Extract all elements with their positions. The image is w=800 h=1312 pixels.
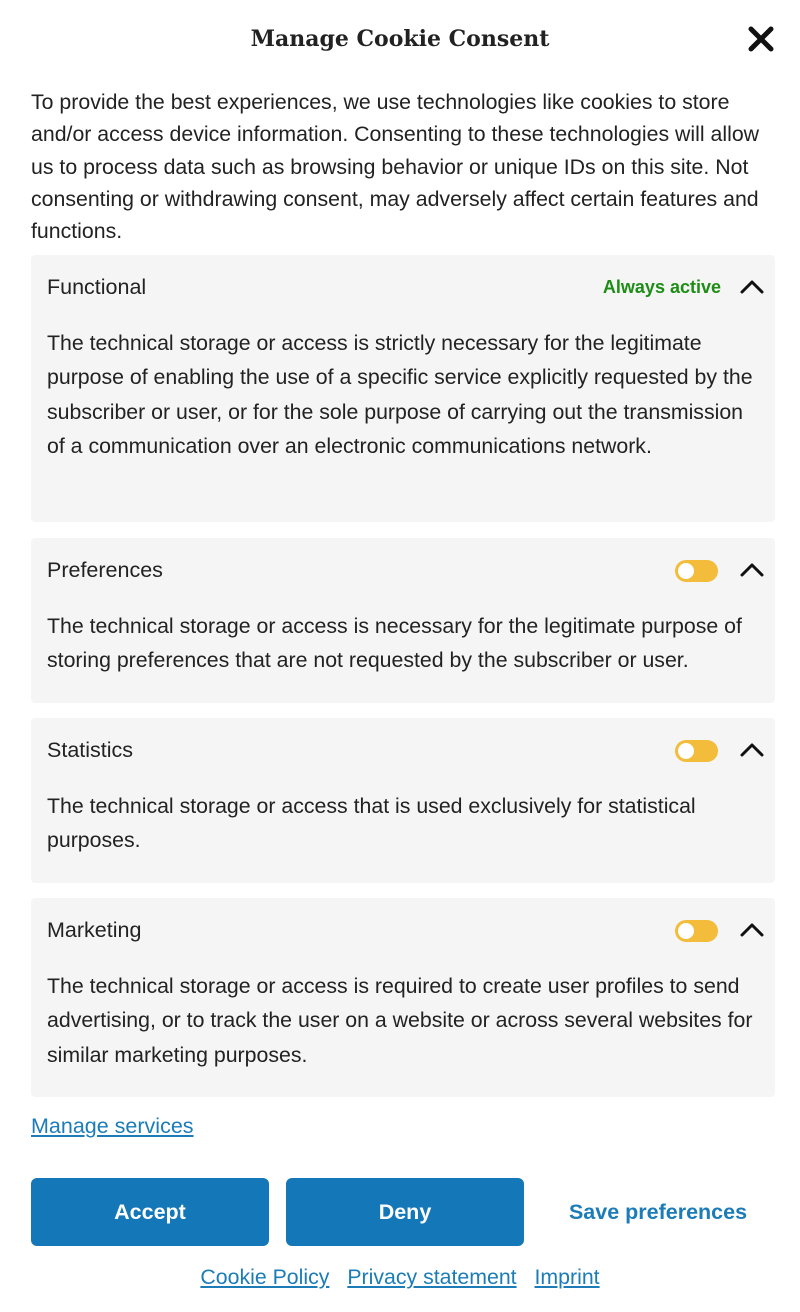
category-title: Marketing (47, 918, 142, 942)
toggle-knob (678, 923, 694, 939)
category-preferences (31, 538, 775, 703)
category-description: The technical storage or access is strictly necessary for the legitimate purpose of enabling the use of a specific service explicitly requested by the subscriber or user, or for the sole purpose of carrying out the transmission of a communication over an electronic communications network. (47, 331, 753, 458)
chevron-up-icon[interactable] (739, 920, 765, 938)
close-icon[interactable] (746, 24, 776, 54)
marketing-toggle[interactable] (675, 920, 718, 942)
toggle-knob (678, 563, 694, 579)
chevron-up-icon[interactable] (739, 277, 765, 295)
category-description: The technical storage or access is necessary for the legitimate purpose of storing preferences that are not requested by the subscriber or user. (47, 614, 742, 673)
preferences-toggle[interactable] (675, 560, 718, 582)
category-preferences-header[interactable] (31, 538, 775, 604)
category-description: The technical storage or access is required to create user profiles to send advertising, or to track the user on a website or across several websites for similar marketing purposes. (47, 974, 753, 1067)
category-statistics-header[interactable] (31, 718, 775, 784)
deny-button[interactable]: Deny (286, 1178, 524, 1246)
dialog-header (0, 20, 800, 60)
category-description: The technical storage or access that is used exclusively for statistical purposes. (47, 794, 696, 853)
category-functional (31, 255, 775, 522)
category-title: Statistics (47, 738, 134, 762)
toggle-knob (678, 743, 694, 759)
footer-links (0, 1265, 800, 1290)
manage-services-link[interactable]: Manage services (31, 1114, 194, 1138)
accept-button[interactable]: Accept (31, 1178, 269, 1246)
category-title: Functional (47, 275, 147, 299)
always-active-badge: Always active (602, 277, 721, 297)
cookie-policy-link[interactable]: Cookie Policy (200, 1265, 330, 1289)
intro-text: To provide the best experiences, we use technologies like cookies to store and/or access device information. Consenting to these technologies will allow us to process data such as browsing behavior or unique IDs on this site. Not consenting or withdrawing consent, may adversely affect certain features and functions. (31, 90, 760, 244)
dialog-title: Manage Cookie Consent (250, 26, 550, 52)
privacy-statement-link[interactable]: Privacy statement (347, 1265, 517, 1289)
category-marketing-header[interactable] (31, 898, 775, 964)
save-preferences-button[interactable]: Save preferences (568, 1199, 748, 1224)
imprint-link[interactable]: Imprint (534, 1265, 600, 1289)
chevron-up-icon[interactable] (739, 740, 765, 758)
category-title: Preferences (47, 558, 163, 582)
category-functional-header[interactable] (31, 255, 775, 321)
category-statistics (31, 718, 775, 883)
category-marketing (31, 898, 775, 1097)
statistics-toggle[interactable] (675, 740, 718, 762)
chevron-up-icon[interactable] (739, 560, 765, 578)
